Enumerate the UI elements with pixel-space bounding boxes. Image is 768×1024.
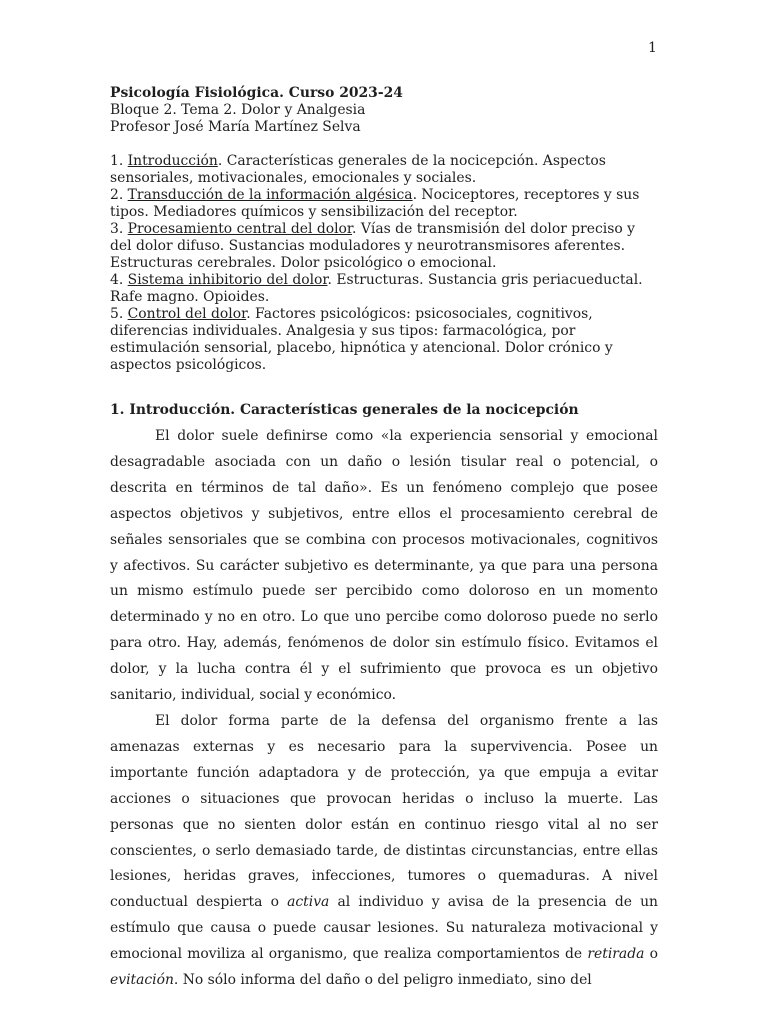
toc-item-separator: . [217, 153, 227, 169]
toc-item-number: 1. [110, 153, 128, 169]
toc-item-2 [110, 187, 658, 221]
toc-item-heading: Procesamiento central del dolor [127, 221, 353, 237]
toc-item-5 [110, 306, 658, 374]
toc-item-3 [110, 221, 658, 272]
toc-item-number: 4. [110, 272, 128, 288]
toc-item-number: 2. [110, 187, 128, 203]
toc-item-1 [110, 153, 658, 187]
page-number: 1 [648, 40, 657, 56]
paragraph-text: El dolor forma parte de la defensa del organismo frente a las amenazas externas y es necesario para la supervivencia. Posee un importante función adaptadora y de protección, ya que empuja a evitar acciones o situaciones que provocan heridas o incluso la muerte. Las personas que no sienten dolor están en continuo riesgo vital al no ser conscientes, o serlo demasiado tarde, de distintas circunstancias, entre ellas lesiones, heridas graves, infecciones, tumores o quemaduras. A nivel conductual despierta o [110, 712, 658, 911]
toc-item-separator: . [246, 306, 256, 322]
emphasis-evitacion: evitación [110, 972, 174, 989]
toc-item-text: Factores psicológicos: psicosociales, cognitivos, diferencias individuales. Analgesia y sus tipos: farmacológica, por estimulación sensorial, placebo, hipnótica y atencional. Dolor crónico y aspectos psicológicos. [110, 306, 613, 373]
toc-item-heading: Control del dolor [127, 306, 247, 322]
paragraph-text: al individuo y avisa de la presencia de un estímulo que causa o puede causar lesiones. Su naturaleza motivacional y emocional moviliza al organismo, que realiza comportamientos de [110, 894, 658, 963]
toc-item-separator: . [352, 221, 361, 237]
emphasis-retirada: retirada [587, 946, 645, 963]
paragraph-text: . No sólo informa del daño o del peligro inmediato, sino del [173, 972, 592, 989]
emphasis-activa: activa [287, 894, 330, 911]
toc-item-heading: Transducción de la información algésica [127, 187, 413, 203]
toc-item-4 [110, 272, 658, 306]
block-subtitle: Bloque 2. Tema 2. Dolor y Analgesia [110, 102, 366, 118]
toc-item-separator: . [412, 187, 422, 203]
body-paragraph-2 [110, 709, 658, 994]
body-paragraph-1 [110, 424, 658, 709]
paragraph-text: El dolor suele definirse como «la experiencia sensorial y emocional desagradable asociada con un daño o lesión tisular real o potencial, o descrita en términos de tal daño». Es un fenómeno complejo que posee aspectos objetivos y subjetivos, entre ellos el procesamiento cerebral de señales sensoriales que se combina con procesos motivacionales, cognitivos y afectivos. Su carácter subjetivo es determinante, ya que para una persona un mismo estímulo puede ser percibido como doloroso en un momento determinado y no en otro. Lo que uno percibe como doloroso puede no serlo para otro. Hay, además, fenómenos de dolor sin estímulo físico. Evitamos el dolor, y la lucha contra él y el sufrimiento que provoca es un objetivo sanitario, individual, social y económico. [110, 428, 658, 704]
toc-item-text: Características generales de la nocicepción. Aspectos sensoriales, motivacionales, emocionales y sociales. [110, 153, 606, 186]
professor-name: Profesor José María Martínez Selva [110, 119, 361, 135]
section-introduction [110, 402, 658, 994]
toc-item-text: Nociceptores, receptores y sus tipos. Mediadores químicos y sensibilización del receptor. [110, 187, 640, 220]
toc-item-text: Estructuras. Sustancia gris periacueductal. Rafe magno. Opioides. [110, 272, 643, 305]
section-heading: 1. Introducción. Características generales de la nocicepción [110, 402, 579, 418]
toc-item-number: 5. [110, 306, 128, 322]
course-title: Psicología Fisiológica. Curso 2023-24 [110, 85, 403, 101]
toc-item-heading: Introducción [127, 153, 218, 169]
toc-item-heading: Sistema inhibitorio del dolor [127, 272, 328, 288]
toc-item-text: Vías de transmisión del dolor preciso y del dolor difuso. Sustancias moduladores y neurotransmisores aferentes. Estructuras cerebrales. Dolor psicológico o emocional. [110, 221, 636, 271]
paragraph-text: o [644, 946, 658, 963]
toc-item-number: 3. [110, 221, 128, 237]
table-of-contents [110, 153, 658, 374]
document-header [110, 85, 670, 136]
toc-item-separator: . [327, 272, 337, 288]
